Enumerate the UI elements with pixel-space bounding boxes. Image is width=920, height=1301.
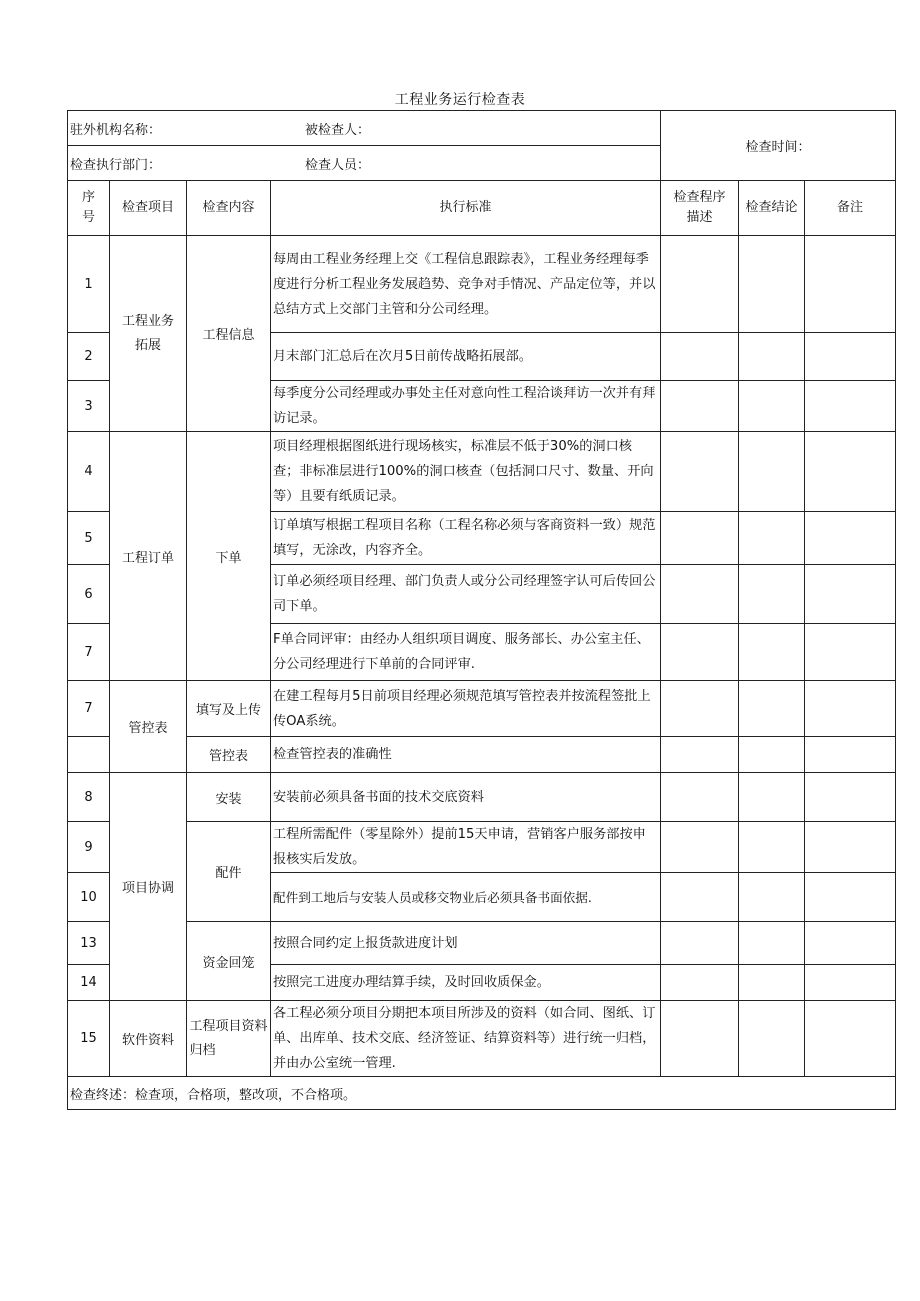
standard-text: 安装前必须具备书面的技术交底资料	[271, 773, 661, 822]
conclusion-cell[interactable]	[739, 773, 805, 822]
inspector-label: 检查人员：	[305, 157, 371, 173]
header-item: 检查项目	[110, 181, 187, 236]
standard-text: 各工程必须分项目分期把本项目所涉及的资料（如合同、图纸、订单、出库单、技术交底、经济签证、结算资料等）进行统一归档，并由办公室统一管理.	[271, 1001, 661, 1077]
page-title: 工程业务运行检查表	[394, 92, 526, 108]
remark-cell[interactable]	[805, 565, 896, 624]
conclusion-cell[interactable]	[739, 1001, 805, 1077]
executing-dept-label: 检查执行部门：	[70, 157, 162, 173]
remark-cell[interactable]	[805, 432, 896, 512]
procedure-cell[interactable]	[661, 333, 739, 381]
row-number: 5	[68, 512, 110, 565]
conclusion-cell[interactable]	[739, 822, 805, 873]
procedure-cell[interactable]	[661, 773, 739, 822]
conclusion-cell[interactable]	[739, 624, 805, 681]
procedure-cell[interactable]	[661, 681, 739, 737]
row-number: 15	[68, 1001, 110, 1077]
conclusion-cell[interactable]	[739, 236, 805, 333]
table-row	[68, 236, 896, 333]
table-row	[68, 822, 896, 873]
standard-text: 订单填写根据工程项目名称（工程名称必须与客商资料一致）规范填写，无涂改，内容齐全。	[271, 512, 661, 565]
content-label: 资金回笼	[187, 922, 271, 1001]
agency-label: 驻外机构名称：	[70, 122, 162, 138]
remark-cell[interactable]	[805, 737, 896, 773]
group-label: 工程订单	[110, 432, 187, 681]
row-number: 7	[68, 624, 110, 681]
content-label: 管控表	[187, 737, 271, 773]
procedure-cell[interactable]	[661, 236, 739, 333]
remark-cell[interactable]	[805, 822, 896, 873]
row-number: 8	[68, 773, 110, 822]
conclusion-cell[interactable]	[739, 681, 805, 737]
info-row-1	[68, 111, 896, 146]
inspection-table	[67, 110, 896, 1110]
procedure-cell[interactable]	[661, 565, 739, 624]
remark-cell[interactable]	[805, 512, 896, 565]
group-label: 软件资料	[110, 1001, 187, 1077]
procedure-cell[interactable]	[661, 822, 739, 873]
conclusion-cell[interactable]	[739, 873, 805, 922]
standard-text: 按照完工进度办理结算手续，及时回收质保金。	[271, 965, 661, 1001]
standard-text: 每季度分公司经理或办事处主任对意向性工程洽谈拜访一次并有拜访记录。	[271, 381, 661, 432]
procedure-cell[interactable]	[661, 1001, 739, 1077]
content-label: 工程项目资料归档	[187, 1001, 271, 1077]
group-label: 项目协调	[110, 773, 187, 1001]
header-remark: 备注	[805, 181, 896, 236]
header-procedure: 检查程序描述	[661, 181, 739, 236]
standard-text: 项目经理根据图纸进行现场核实，标准层不低于30%的洞口核查；非标准层进行100%的洞口核查（包括洞口尺寸、数量、开向等）且要有纸质记录。	[271, 432, 661, 512]
standard-text: 工程所需配件（零星除外）提前15天申请，营销客户服务部按申报核实后发放。	[271, 822, 661, 873]
remark-cell[interactable]	[805, 681, 896, 737]
inspection-time-cell	[661, 111, 896, 181]
header-row	[68, 181, 896, 236]
standard-text: F单合同评审：由经办人组织项目调度、服务部长、办公室主任、分公司经理进行下单前的合同评审.	[271, 624, 661, 681]
standard-text: 月末部门汇总后在次月5日前传战略拓展部。	[271, 333, 661, 381]
header-content: 检查内容	[187, 181, 271, 236]
procedure-cell[interactable]	[661, 624, 739, 681]
procedure-cell[interactable]	[661, 965, 739, 1001]
content-label: 下单	[187, 432, 271, 681]
conclusion-cell[interactable]	[739, 737, 805, 773]
info-cell-1	[68, 111, 661, 146]
procedure-cell[interactable]	[661, 922, 739, 965]
row-number: 3	[68, 381, 110, 432]
conclusion-cell[interactable]	[739, 565, 805, 624]
row-number: 9	[68, 822, 110, 873]
inspection-time-label: 检查时间：	[745, 140, 811, 155]
row-number	[68, 737, 110, 773]
standard-text: 每周由工程业务经理上交《工程信息跟踪表》，工程业务经理每季度进行分析工程业务发展趋势、竞争对手情况、产品定位等，并以总结方式上交部门主管和分公司经理。	[271, 236, 661, 333]
table-row	[68, 681, 896, 737]
row-number: 10	[68, 873, 110, 922]
row-number: 1	[68, 236, 110, 333]
content-label: 配件	[187, 822, 271, 922]
content-label: 填写及上传	[187, 681, 271, 737]
remark-cell[interactable]	[805, 773, 896, 822]
remark-cell[interactable]	[805, 333, 896, 381]
group-label: 工程业务拓展	[110, 236, 187, 432]
group-label: 管控表	[110, 681, 187, 773]
row-number: 6	[68, 565, 110, 624]
standard-text: 在建工程每月5日前项目经理必须规范填写管控表并按流程签批上传OA系统。	[271, 681, 661, 737]
summary-text: 检查终述：检查项，合格项，整改项，不合格项。	[68, 1077, 896, 1110]
procedure-cell[interactable]	[661, 512, 739, 565]
conclusion-cell[interactable]	[739, 965, 805, 1001]
info-cell-2	[68, 146, 661, 181]
procedure-cell[interactable]	[661, 432, 739, 512]
conclusion-cell[interactable]	[739, 512, 805, 565]
header-standard: 执行标准	[271, 181, 661, 236]
standard-text: 检查管控表的准确性	[271, 737, 661, 773]
row-number: 7	[68, 681, 110, 737]
conclusion-cell[interactable]	[739, 432, 805, 512]
conclusion-cell[interactable]	[739, 922, 805, 965]
table-row	[68, 737, 896, 773]
table-row	[68, 432, 896, 512]
standard-text: 配件到工地后与安装人员或移交物业后必须具备书面依据.	[271, 873, 661, 922]
remark-cell[interactable]	[805, 873, 896, 922]
content-label: 安装	[187, 773, 271, 822]
row-number: 14	[68, 965, 110, 1001]
table-row	[68, 1001, 896, 1077]
procedure-cell[interactable]	[661, 381, 739, 432]
remark-cell[interactable]	[805, 1001, 896, 1077]
footer-row	[68, 1077, 896, 1110]
remark-cell[interactable]	[805, 236, 896, 333]
inspected-person-label: 被检查人：	[305, 122, 371, 138]
content-label: 工程信息	[187, 236, 271, 432]
conclusion-cell[interactable]	[739, 381, 805, 432]
row-number: 13	[68, 922, 110, 965]
table-row	[68, 922, 896, 965]
remark-cell[interactable]	[805, 624, 896, 681]
row-number: 2	[68, 333, 110, 381]
remark-cell[interactable]	[805, 965, 896, 1001]
remark-cell[interactable]	[805, 381, 896, 432]
header-conclusion: 检查结论	[739, 181, 805, 236]
conclusion-cell[interactable]	[739, 333, 805, 381]
remark-cell[interactable]	[805, 922, 896, 965]
procedure-cell[interactable]	[661, 873, 739, 922]
table-row	[68, 773, 896, 822]
header-no: 序号	[68, 181, 110, 236]
row-number: 4	[68, 432, 110, 512]
procedure-cell[interactable]	[661, 737, 739, 773]
standard-text: 按照合同约定上报货款进度计划	[271, 922, 661, 965]
standard-text: 订单必须经项目经理、部门负责人或分公司经理签字认可后传回公司下单。	[271, 565, 661, 624]
